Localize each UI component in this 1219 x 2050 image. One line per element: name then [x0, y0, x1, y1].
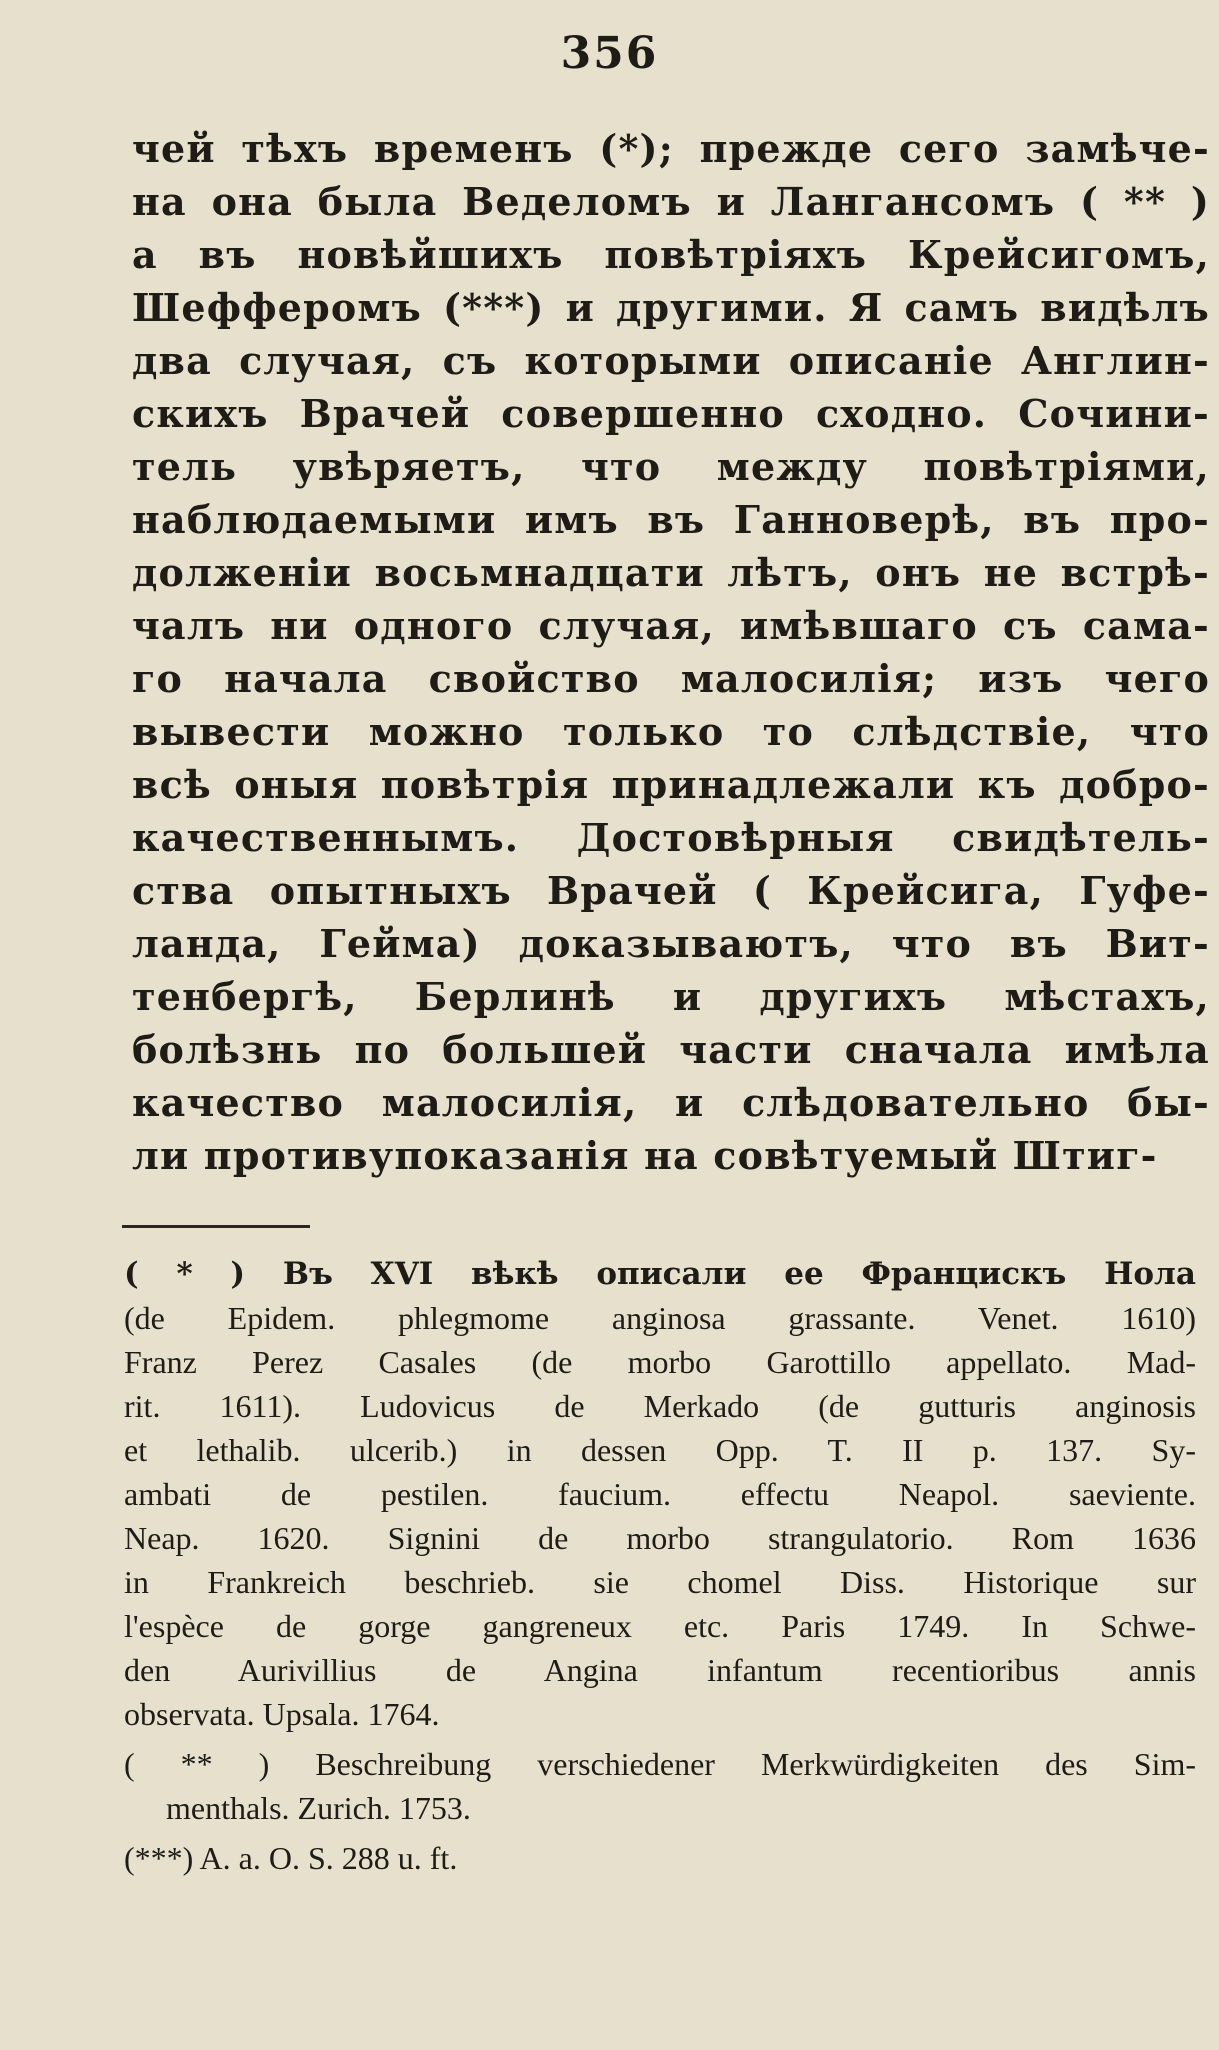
- body-line: го начала свойство малосилія; изъ чего: [132, 656, 1210, 701]
- body-line: чалъ ни одного случая, имѣвшаго съ сама-: [132, 603, 1210, 648]
- footnote-line: l'espèce de gorge gangreneux etc. Paris 1749. In Schwe-: [124, 1608, 1196, 1644]
- body-line: два случая, съ которыми описаніе Англин-: [132, 338, 1210, 383]
- page-number: 356: [560, 28, 659, 79]
- body-line: ли противупоказанія на совѣтуемый Штиг-: [132, 1133, 1158, 1178]
- footnote-line: Franz Perez Casales (de morbo Garottillo appellato. Mad-: [124, 1344, 1196, 1380]
- footnote-divider: [122, 1225, 310, 1228]
- body-line: наблюдаемыми имъ въ Ганноверѣ, въ про-: [132, 497, 1210, 542]
- body-line: тенбергѣ, Берлинѣ и другихъ мѣстахъ,: [132, 974, 1210, 1019]
- footnote-line: et lethalib. ulcerib.) in dessen Opp. T. II p. 137. Sy-: [124, 1432, 1196, 1468]
- footnote-line: observata. Upsala. 1764.: [124, 1696, 440, 1732]
- footnotes: [124, 1252, 1196, 1880]
- body-line: ланда, Гейма) доказываютъ, что въ Вит-: [132, 921, 1210, 966]
- body-line: чей тѣхъ временъ (*); прежде сего замѣче-: [132, 126, 1210, 171]
- body-line: скихъ Врачей совершенно сходно. Сочини-: [132, 391, 1210, 436]
- body-line: болѣзнь по большей части сначала имѣла: [132, 1027, 1210, 1072]
- body-line: а въ новѣйшихъ повѣтріяхъ Крейсигомъ,: [132, 232, 1210, 277]
- footnote-2: [124, 1742, 1196, 1830]
- body-line: всѣ оныя повѣтрія принадлежали къ добро-: [132, 762, 1210, 807]
- body-line: ства опытныхъ Врачей ( Крейсига, Гуфе-: [132, 868, 1210, 913]
- body-line: вывести можно только то слѣдствіе, что: [132, 709, 1210, 754]
- footnote-line: (***) A. a. O. S. 288 u. ft.: [124, 1840, 458, 1876]
- body-text: [132, 122, 1210, 1182]
- footnote-line: den Aurivillius de Angina infantum recentioribus annis: [124, 1652, 1196, 1688]
- footnote-line: ( * ) Въ XVI вѣкѣ описали ее Францискъ Нола: [124, 1256, 1196, 1292]
- footnote-line: menthals. Zurich. 1753.: [166, 1790, 471, 1826]
- body-line: тель увѣряетъ, что между повѣтріями,: [132, 444, 1210, 489]
- footnote-line: Neap. 1620. Signini de morbo strangulatorio. Rom 1636: [124, 1520, 1196, 1556]
- body-line: качественнымъ. Достовѣрныя свидѣтель-: [132, 815, 1210, 860]
- footnote-line: ambati de pestilen. faucium. effectu Neapol. saeviente.: [124, 1476, 1196, 1512]
- body-line: Шефферомъ (***) и другими. Я самъ видѣлъ: [132, 285, 1210, 330]
- body-line: качество малосилія, и слѣдовательно бы-: [132, 1080, 1210, 1125]
- body-line: на она была Веделомъ и Лангансомъ ( ** ): [132, 179, 1210, 224]
- footnote-3: [124, 1836, 1196, 1880]
- footnote-line: (de Epidem. phlegmome anginosa grassante. Venet. 1610): [124, 1300, 1196, 1336]
- footnote-line: in Frankreich beschrieb. sie chomel Diss. Historique sur: [124, 1564, 1196, 1600]
- footnote-line: rit. 1611). Ludovicus de Merkado (de gutturis anginosis: [124, 1388, 1196, 1424]
- body-line: долженіи восьмнадцати лѣтъ, онъ не встрѣ-: [132, 550, 1210, 595]
- footnote-line: ( ** ) Beschreibung verschiedener Merkwürdigkeiten des Sim-: [124, 1746, 1196, 1782]
- footnote-1: [124, 1252, 1196, 1736]
